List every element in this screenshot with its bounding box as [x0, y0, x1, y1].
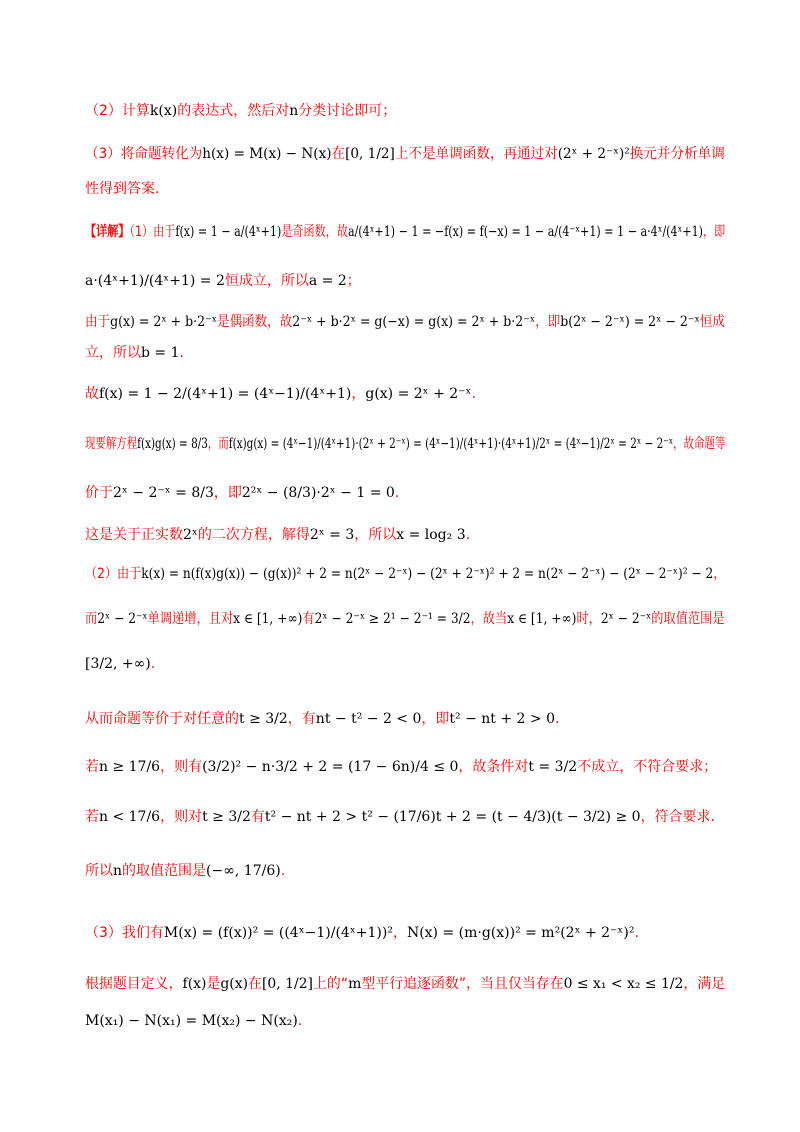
- formula: g(x): [220, 976, 249, 992]
- text: .: [280, 863, 286, 879]
- formula: a/(4ˣ+1) − 1 = −f(x) = f(−x) = 1 − a/(4⁻ˣ+1) = 1 − a·4ˣ/(4ˣ+1): [347, 224, 703, 240]
- text: .: [465, 527, 471, 543]
- hint-3-line-cont: [85, 178, 725, 200]
- formula: t ≥ 3/2: [239, 711, 288, 727]
- solution-1-line: [85, 311, 725, 333]
- formula: [3/2, +∞): [85, 656, 151, 672]
- text: 是: [206, 976, 221, 992]
- solution-2-line: [85, 756, 725, 778]
- text: 恒成立，所以: [224, 273, 309, 289]
- formula: 2⁻ˣ + b·2ˣ = g(−x) = g(x) = 2ˣ + b·2⁻ˣ: [292, 314, 536, 330]
- text: ，故命题等: [673, 436, 726, 452]
- formula: 2ˣ: [183, 527, 198, 543]
- formula: b = 1: [141, 345, 180, 361]
- formula: n: [113, 863, 123, 879]
- text: 的取值范围是: [651, 611, 725, 627]
- solution-2-line: [85, 653, 725, 675]
- text: .: [394, 485, 400, 501]
- text: .: [554, 711, 560, 727]
- formula: [0, 1/2]: [345, 146, 395, 162]
- text: ，则有: [160, 759, 203, 775]
- text: 在: [248, 976, 262, 992]
- formula: [0, 1/2]: [261, 976, 313, 992]
- text: 所以: [85, 863, 113, 879]
- text: （1）由于: [129, 224, 176, 240]
- text: ，: [351, 386, 366, 402]
- formula: t ≥ 3/2: [202, 809, 251, 825]
- text: ，有: [287, 711, 316, 727]
- text: ，而: [207, 436, 229, 452]
- solution-1-line: [85, 524, 725, 546]
- formula: f(x)g(x) = 8/3: [137, 436, 208, 452]
- formula: x ∈ [1, +∞): [507, 611, 577, 627]
- text: 而: [85, 611, 98, 627]
- formula: n: [289, 103, 299, 119]
- text: ，即: [535, 314, 561, 330]
- formula: g(x) = 2ˣ + b·2⁻ˣ: [110, 314, 218, 330]
- text: （3）我们有: [85, 925, 164, 941]
- formula: k(x) = n(f(x)g(x)) − (g(x))² + 2 = n(2ˣ − 2⁻ˣ) − (2ˣ + 2⁻ˣ)² + 2 = n(2ˣ − 2⁻ˣ) − (2ˣ − 2⁻ˣ)² − 2: [141, 566, 714, 582]
- text: （2）由于: [85, 566, 142, 582]
- formula: h(x) = M(x) − N(x): [202, 146, 332, 162]
- formula: n < 17/6: [99, 809, 161, 825]
- formula: (2ˣ + 2⁻ˣ)²: [557, 146, 630, 162]
- text: 有: [250, 809, 265, 825]
- formula: k(x): [149, 103, 178, 119]
- formula: nt − t² − 2 < 0: [315, 711, 422, 727]
- text: 价于: [85, 485, 113, 501]
- hint-3-line: [85, 143, 725, 165]
- formula: f(x) = 1 − 2/(4ˣ+1) = (4ˣ−1)/(4ˣ+1): [99, 386, 352, 402]
- text: 从而命题等价于对任意的: [85, 711, 239, 727]
- text: 这是关于正实数: [85, 527, 183, 543]
- formula: 2ˣ − 2⁻ˣ ≥ 2¹ − 2⁻¹ = 3/2: [314, 611, 471, 627]
- solution-2-line: [85, 708, 725, 730]
- formula: f(x): [182, 976, 207, 992]
- solution-2-line: [85, 806, 725, 828]
- formula: 2ˣ − 2⁻ˣ = 8/3: [113, 485, 214, 501]
- text: 换元并分析单调: [629, 146, 725, 162]
- formula: 0 ≤ x₁ < x₂ ≤ 1/2: [563, 976, 684, 992]
- text: 若: [85, 809, 99, 825]
- text: 型平行追逐函数”，当且仅当存在: [361, 976, 564, 992]
- text: ，: [713, 566, 726, 582]
- formula: 2ˣ = 3: [309, 527, 355, 543]
- solution-2-line: [85, 860, 725, 882]
- formula: M(x) = (f(x))² = ((4ˣ−1)/(4ˣ+1))²: [163, 925, 393, 941]
- text: 时，: [576, 611, 601, 627]
- solution-1-line: [85, 482, 725, 504]
- formula: a·(4ˣ+1)/(4ˣ+1) = 2: [85, 273, 225, 289]
- solution-2-line: [85, 608, 725, 630]
- solution-1-line: [85, 433, 726, 455]
- text: ；: [346, 273, 361, 289]
- text: ，满足: [683, 976, 726, 992]
- solution-1-line: [85, 270, 725, 292]
- solution-2-line: [85, 563, 726, 585]
- formula: a = 2: [308, 273, 347, 289]
- text: ，所以: [354, 527, 397, 543]
- text: 的二次方程，解得: [197, 527, 310, 543]
- solution-1-line: [85, 221, 726, 243]
- formula: g(x) = 2ˣ + 2⁻ˣ: [365, 386, 472, 402]
- text: .: [179, 345, 184, 361]
- text: （3）将命题转化为: [85, 146, 203, 162]
- text: ，故条件对: [458, 759, 529, 775]
- text: 上不是单调函数，再通过对: [394, 146, 558, 162]
- text: 不成立，不符合要求；: [577, 759, 718, 775]
- text: 由于: [85, 314, 111, 330]
- text: 现要解方程: [85, 436, 138, 452]
- formula: f(x)g(x) = (4ˣ−1)/(4ˣ+1)·(2ˣ + 2⁻ˣ) = (4ˣ−1)/(4ˣ+1)·(4ˣ+1)/2ˣ = (4ˣ−1)/2ˣ = 2ˣ − 2⁻ˣ: [228, 436, 674, 452]
- text: ，即: [702, 224, 726, 240]
- text: 有: [302, 611, 315, 627]
- text: 分类讨论即可；: [298, 103, 397, 119]
- text: .: [634, 925, 639, 941]
- text: .: [471, 386, 476, 402]
- text: 故: [85, 386, 99, 402]
- text: 是奇函数，故: [281, 224, 348, 240]
- text: 若: [85, 759, 99, 775]
- formula: M(x₁) − N(x₁) = M(x₂) − N(x₂): [85, 1013, 298, 1029]
- formula: t² − nt + 2 > 0: [449, 711, 555, 727]
- formula: (−∞, 17/6): [206, 863, 281, 879]
- formula: n ≥ 17/6: [99, 759, 161, 775]
- formula: t = 3/2: [528, 759, 578, 775]
- text: 立，所以: [85, 345, 141, 361]
- formula: b(2ˣ − 2⁻ˣ) = 2ˣ − 2⁻ˣ: [560, 314, 700, 330]
- formula: x ∈ [1, +∞): [233, 611, 303, 627]
- solution-3-line: [85, 922, 725, 944]
- formula: 2ˣ − 2⁻ˣ: [97, 611, 148, 627]
- hint-2-line: [85, 100, 725, 122]
- formula: 2²ˣ − (8/3)·2ˣ − 1 = 0: [241, 485, 395, 501]
- solution-1-line: [85, 342, 725, 364]
- text: ，故当: [470, 611, 508, 627]
- formula: f(x) = 1 − a/(4ˣ+1): [175, 224, 282, 240]
- text: 的取值范围是: [122, 863, 207, 879]
- text: ，则对: [160, 809, 203, 825]
- formula: m: [348, 976, 362, 992]
- text: ，即: [213, 485, 242, 501]
- formula: t² − nt + 2 > t² − (17/6)t + 2 = (t − 4/3)(t − 3/2) ≥ 0: [264, 809, 641, 825]
- text: .: [297, 1013, 303, 1029]
- text: 恒成: [699, 314, 725, 330]
- text: 是偶函数，故: [217, 314, 293, 330]
- text: 的表达式，然后对: [177, 103, 290, 119]
- formula: 2ˣ − 2⁻ˣ: [600, 611, 652, 627]
- text: 性得到答案.: [85, 181, 160, 197]
- text: （2）计算: [85, 103, 150, 119]
- text: ，符合要求.: [640, 809, 716, 825]
- formula: x = log₂ 3: [396, 527, 466, 543]
- solution-3-line: [85, 1010, 725, 1032]
- text: 单调递增，且对: [147, 611, 234, 627]
- text: 在: [331, 146, 346, 162]
- text: ，: [392, 925, 407, 941]
- formula: (3/2)² − n·3/2 + 2 = (17 − 6n)/4 ≤ 0: [202, 759, 459, 775]
- text: ，即: [421, 711, 450, 727]
- text: .: [150, 656, 156, 672]
- detail-tag: 【详解】: [85, 224, 130, 240]
- solution-3-line: [85, 973, 726, 995]
- solution-1-line: [85, 383, 725, 405]
- text: 根据题目定义，: [85, 976, 183, 992]
- formula: N(x) = (m·g(x))² = m²(2ˣ + 2⁻ˣ)²: [406, 925, 635, 941]
- text: 上的“: [312, 976, 349, 992]
